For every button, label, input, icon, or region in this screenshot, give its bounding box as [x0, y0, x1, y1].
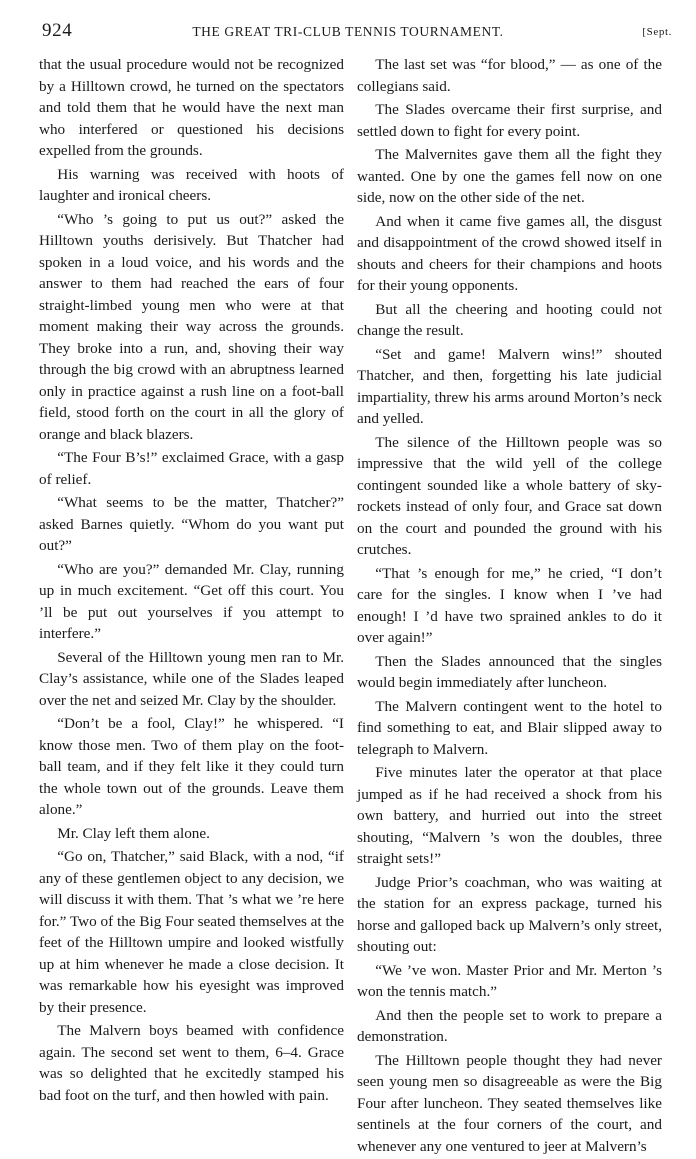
running-title: THE GREAT TRI-CLUB TENNIS TOURNAMENT.	[192, 24, 504, 39]
paragraph: The Malvern boys beamed with confidence again. The second set went to them, 6–4. Grace was so delighted that he excitedly stamped his bad foot on the turf, and then howled with pain.	[39, 1022, 344, 1104]
paragraph: “Who ’s going to put us out?” asked the Hilltown youths derisively. But Thatcher had spoken in a loud voice, and his words and the answer to them had reached the ears of four straight-limbed young men who were at that moment making their way across the grounds. They broke into a run, and, shoving their way through the big crowd with an abruptness learned only in practice against a rush line on a foot-ball field, stood forth on the court in all the glory of orange and black blazers.	[39, 210, 344, 443]
paragraph: “Go on, Thatcher,” said Black, with a nod, “if any of these gentlemen object to any decision, we will discuss it with them. That ’s what we ’re here for.” Two of the Big Four seated themselves at the feet of the Hilltown umpire and looked wistfully up at him whenever he made a close decision. It was remarkable how his eyesight was improved by their presence.	[39, 848, 344, 1016]
paragraph: Judge Prior’s coachman, who was waiting at the station for an express package, turned his horse and galloped back up Malvern’s only street, shouting out:	[357, 873, 662, 955]
paragraph: “Who are you?” demanded Mr. Clay, running up in much excitement. “Get off this court. You ’ll be put out yourselves if you attempt to interfere.”	[39, 560, 344, 642]
paragraph: “The Four B’s!” exclaimed Grace, with a gasp of relief.	[39, 449, 344, 488]
paragraph: Five minutes later the operator at that place jumped as if he had received a shock from his own battery, and hurried out into the street shouting, “Malvern ’s won the doubles, three straight sets!”	[357, 764, 662, 867]
running-header	[24, 20, 672, 48]
issue-date: [Sept.	[642, 26, 672, 38]
paragraph: And then the people set to work to prepare a demonstration.	[357, 1006, 662, 1045]
paragraph: “Don’t be a fool, Clay!” he whispered. “I know those men. Two of them play on the foot-ball team, and if they felt like it they could turn the whole town out of the grounds. Leave them alone.”	[39, 715, 344, 818]
paragraph: The silence of the Hilltown people was so impressive that the wild yell of the college contingent sounded like a whole battery of sky-rockets instead of only four, and Grace sat down on the court and pounded the ground with his crutches.	[357, 433, 662, 558]
paragraph: “What seems to be the matter, Thatcher?” asked Barnes quietly. “Whom do you want put out?”	[39, 494, 344, 554]
right-column	[357, 54, 662, 1159]
paragraph: But all the cheering and hooting could not change the result.	[357, 300, 662, 339]
paragraph: Mr. Clay left them alone.	[57, 824, 210, 842]
paragraph: Several of the Hilltown young men ran to Mr. Clay’s assistance, while one of the Slades leaped over the net and seized Mr. Clay by the shoulder.	[39, 648, 344, 709]
paragraph: The Slades overcame their first surprise, and settled down to fight for every point.	[357, 101, 662, 140]
paragraph: “Set and game! Malvern wins!” shouted Thatcher, and then, forgetting his late judicial impartiality, threw his arms around Morton’s neck and yelled.	[357, 345, 662, 427]
page-number: 924	[42, 20, 73, 41]
paragraph: His warning was received with hoots of laughter and ironical cheers.	[39, 165, 344, 204]
paragraph: The last set was “for blood,” — as one of the collegians said.	[357, 56, 662, 95]
paragraph: The Malvern contingent went to the hotel to find something to eat, and Blair slipped away to telegraph to Malvern.	[357, 697, 662, 758]
paragraph: Then the Slades announced that the singles would begin immediately after luncheon.	[357, 652, 662, 691]
paragraph: “We ’ve won. Master Prior and Mr. Merton ’s won the tennis match.”	[357, 961, 662, 1000]
paragraph: The Hilltown people thought they had never seen young men so disagreeable as were the Big Four after luncheon. They seated themselves like sentinels at the four corners of the court, and whenever any one ventured to jeer at Malvern’s	[357, 1051, 662, 1155]
left-column	[39, 54, 344, 1108]
paragraph: And when it came five games all, the disgust and disappointment of the crowd showed itself in shouts and cheers for their champions and hoots for their young opponents.	[357, 212, 662, 294]
paragraph: The Malvernites gave them all the fight they wanted. One by one the games fell now on one side, now on the other side of the net.	[357, 146, 662, 206]
paragraph: that the usual procedure would not be recognized by a Hilltown crowd, he turned on the spectators and told them that he would have the next man who interfered or questioned his decisions expelled from the grounds.	[39, 56, 344, 159]
paragraph: “That ’s enough for me,” he cried, “I don’t care for the singles. I know when I ’ve had enough! I ’d have two sprained ankles to do it over again!”	[357, 564, 662, 646]
